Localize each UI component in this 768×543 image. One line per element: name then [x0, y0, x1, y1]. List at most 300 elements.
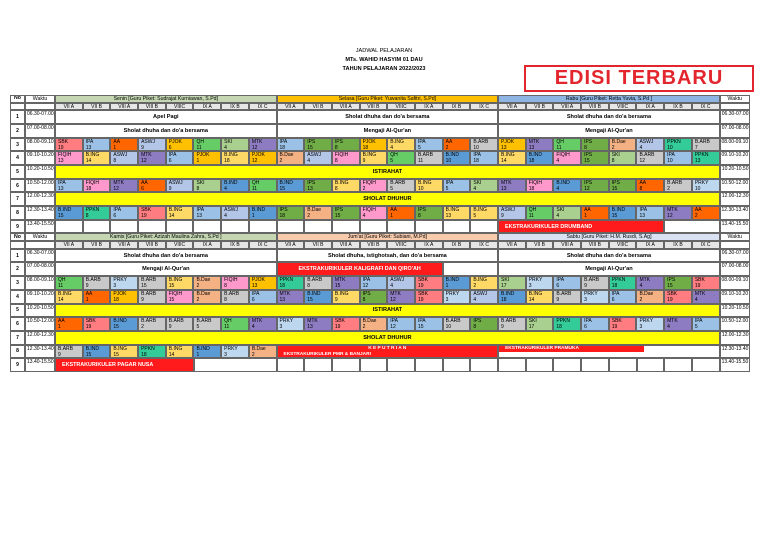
subject-cell — [110, 317, 138, 331]
teacher-code: 2 — [639, 296, 643, 303]
subject-name: FIQIH — [334, 152, 349, 159]
subject-name: PRKY — [113, 277, 127, 284]
subject-cell — [221, 206, 249, 220]
teacher-code: 13 — [279, 296, 286, 303]
time-slot: 13.40-15.50 — [720, 220, 750, 234]
waktu-header: Waktu — [720, 233, 750, 241]
empty-cell — [304, 358, 332, 372]
time-slot: 10.50-12.00 — [25, 179, 55, 193]
subject-cell — [110, 138, 138, 152]
class-label: VIII A — [553, 103, 581, 111]
subject-cell — [443, 151, 471, 165]
schedule-row — [10, 165, 750, 179]
subject-name: PRKY — [584, 290, 598, 297]
class-label: VIII A — [332, 103, 360, 111]
teacher-code: 4 — [224, 144, 227, 151]
subject-cell — [498, 206, 526, 220]
subject-name: SBK — [611, 318, 622, 325]
teacher-code: 6 — [168, 158, 172, 165]
row-number: 7 — [10, 192, 25, 206]
subject-cell — [553, 317, 581, 331]
time-slot: 10.20-10.50 — [720, 304, 750, 318]
teacher-code: 18 — [224, 158, 230, 165]
empty-cell — [332, 358, 360, 372]
pramuka-banner: EKSTRAKURIKULER PRAMUKA — [499, 346, 644, 353]
class-label: IX C — [692, 103, 720, 111]
subject-cell — [138, 151, 166, 165]
subject-name: PPKN — [694, 152, 709, 159]
subject-name: MTK — [251, 138, 263, 145]
subject-cell — [83, 179, 111, 193]
time-slot: 06.30-07.00 — [25, 110, 55, 124]
subject-name: MTK — [141, 152, 152, 159]
subject-cell — [664, 276, 692, 290]
subject-name: FIQIH — [556, 152, 570, 159]
teacher-code: 3 — [279, 324, 283, 331]
teacher-code: 4 — [362, 213, 366, 220]
class-label: VIII A — [553, 241, 581, 249]
time-slot: 06.30-07.00 — [25, 249, 55, 263]
teacher-code: 1 — [390, 213, 394, 220]
subject-cell — [332, 317, 360, 331]
subject-name: B.IND — [251, 207, 266, 214]
subject-name: B.ING — [528, 290, 543, 297]
no-header: No — [10, 233, 25, 241]
class-label: VIIIC — [387, 103, 415, 111]
class-label: VIIIC — [387, 241, 415, 249]
subject-name: IPA — [473, 152, 482, 159]
subject-name: SKI — [196, 179, 205, 186]
subject-name: ASWJ — [639, 138, 654, 145]
teacher-code: 10 — [667, 158, 673, 165]
subject-name: AA — [445, 138, 453, 145]
teacher-code: 8 — [417, 213, 421, 220]
subject-name: B.Dae — [196, 290, 211, 297]
subject-cell — [277, 317, 305, 331]
empty-cell — [249, 220, 277, 234]
row-number: 8 — [10, 345, 25, 359]
teacher-code: 10 — [417, 185, 424, 192]
teacher-code: 13 — [196, 213, 202, 220]
class-label: VIIIC — [166, 241, 194, 249]
teacher-code: 5 — [445, 185, 449, 192]
teacher-code: 15 — [334, 213, 341, 220]
subject-name: B.ING — [113, 345, 127, 352]
subject-cell — [304, 206, 332, 220]
teacher-code: 1 — [584, 213, 587, 220]
subject-cell — [360, 179, 388, 193]
subject-cell — [138, 138, 166, 152]
class-label: VIII A — [110, 103, 138, 111]
subject-cell — [110, 179, 138, 193]
subject-name: IPS — [417, 207, 426, 214]
subject-name: B.ARB — [141, 290, 157, 297]
subject-cell — [664, 206, 692, 220]
row-number: 9 — [10, 220, 25, 234]
empty-cell — [498, 358, 526, 372]
teacher-code: 9 — [501, 324, 504, 331]
teacher-code: 14 — [528, 296, 535, 303]
teacher-code: 1 — [196, 351, 200, 358]
subject-cell — [553, 276, 581, 290]
time-slot: 12.30-13.40 — [25, 345, 55, 359]
no-header: No — [10, 95, 25, 103]
empty-cell — [415, 358, 443, 372]
empty-cell — [360, 220, 388, 234]
teacher-code: 4 — [473, 185, 477, 192]
class-label: IX B — [664, 103, 692, 111]
teacher-code: 15 — [307, 296, 313, 303]
teacher-code: 13 — [445, 213, 452, 220]
teacher-code: 2 — [362, 185, 366, 192]
subject-cell — [636, 290, 664, 304]
subject-cell — [277, 206, 305, 220]
subject-name: FIQIH — [362, 207, 376, 214]
teacher-code: 13 — [694, 158, 701, 165]
teacher-code: 4 — [224, 213, 227, 220]
teacher-code: 11 — [528, 213, 534, 220]
class-label: VII B — [83, 241, 111, 249]
empty-cell — [443, 220, 471, 234]
subject-cell — [304, 151, 332, 165]
subject-cell — [443, 179, 471, 193]
empty-cell — [277, 220, 305, 234]
time-slot: 13.40-15.50 — [25, 358, 55, 372]
subject-name: FIQIH — [224, 277, 238, 284]
teacher-code: 8 — [362, 296, 366, 303]
subject-cell — [664, 317, 692, 331]
subject-cell — [221, 179, 249, 193]
teacher-code: 15 — [611, 185, 618, 192]
teacher-code: 8 — [611, 158, 615, 165]
subject-cell — [470, 179, 498, 193]
empty-cell — [166, 220, 194, 234]
subject-cell — [526, 317, 554, 331]
subject-name: MTK — [390, 290, 401, 297]
empty-cell — [221, 220, 249, 234]
subject-name: FIQIH — [362, 179, 376, 186]
row-number: 6 — [10, 317, 25, 331]
subject-cell — [138, 276, 166, 290]
teacher-code: 15 — [85, 351, 92, 358]
teacher-code: 13 — [307, 324, 313, 331]
teacher-code: 4 — [473, 296, 477, 303]
teacher-code: 1 — [196, 158, 200, 165]
teacher-code: 12 — [141, 158, 147, 165]
time-slot: 12.00-12.30 — [25, 331, 55, 345]
subject-cell — [609, 151, 637, 165]
subject-cell — [166, 290, 194, 304]
activity-cell: Mengaji Al-Qur'an — [277, 124, 499, 138]
time-slot: 12.30-13.40 — [720, 206, 750, 220]
subject-name: PRKY — [224, 345, 238, 352]
empty-cell — [526, 358, 554, 372]
subject-cell — [443, 206, 471, 220]
subject-name: PPKN — [611, 277, 626, 284]
subject-cell — [277, 179, 305, 193]
teacher-code: 8 — [334, 158, 338, 165]
teacher-code: 4 — [556, 185, 560, 192]
subject-cell — [553, 138, 581, 152]
extracurricular-block — [498, 345, 720, 359]
empty-cell — [664, 358, 692, 372]
time-slot: 12.00-12.30 — [720, 331, 750, 345]
time-slot: 09.10-10.20 — [25, 151, 55, 165]
subject-cell — [277, 138, 305, 152]
subject-name: PRKY — [528, 277, 543, 284]
time-slot: 13.40-15.50 — [720, 358, 750, 372]
class-label: IX B — [221, 241, 249, 249]
subject-cell — [553, 151, 581, 165]
schedule-row — [10, 138, 750, 152]
subject-cell — [332, 290, 360, 304]
subject-cell — [636, 206, 664, 220]
teacher-code: 15 — [113, 324, 119, 331]
subject-name: B.ARB — [307, 277, 323, 284]
teacher-code: 4 — [251, 324, 255, 331]
schedule-row — [10, 331, 750, 345]
time-slot: 12.00-12.30 — [25, 192, 55, 206]
teacher-code: 15 — [417, 324, 424, 331]
teacher-code: 8 — [85, 213, 89, 220]
subject-cell — [415, 151, 443, 165]
activity-cell: Sholat dhuha dan do'a bersama — [55, 249, 277, 263]
time-slot: 07.00-08.00 — [25, 124, 55, 138]
subject-name: AA — [85, 290, 93, 297]
teacher-code: 5 — [196, 324, 200, 331]
extracurricular-banner: EKSTRAKURIKULER KALIGRAFI DAN QIRO'AH — [277, 262, 443, 276]
extracurricular-banner: EKSTRAKURIKULER PAGAR NUSA — [55, 358, 194, 372]
subject-cell — [249, 317, 277, 331]
subject-name: ASWJ — [141, 138, 155, 145]
subject-name: B.ARB — [58, 345, 74, 352]
activity-cell: Mengaji Al-Qur'an — [498, 262, 720, 276]
subject-name: AA — [141, 179, 148, 186]
prayer-banner: SHOLAT DHUHUR — [55, 192, 720, 206]
teacher-code: 18 — [473, 158, 479, 165]
subject-name: B.IND — [307, 290, 321, 297]
subject-name: B.IND — [556, 179, 570, 186]
subject-name: PRKY — [445, 290, 460, 297]
teacher-code: 14 — [58, 296, 64, 303]
teacher-code: 19 — [417, 283, 424, 290]
empty-cell — [692, 358, 720, 372]
row-number: 2 — [10, 124, 25, 138]
teacher-code: 6 — [611, 296, 615, 303]
teacher-code: 15 — [611, 213, 618, 220]
subject-name: B.ARB — [417, 152, 433, 159]
waktu-blank — [720, 241, 750, 249]
subject-name: IPS — [307, 179, 316, 186]
subject-cell — [470, 206, 498, 220]
subject-name: SKI — [501, 277, 510, 284]
subject-name: B.IND — [113, 318, 127, 325]
subject-name: B.ARB — [390, 179, 406, 186]
subject-name: IPS — [667, 277, 676, 284]
subject-name: IPA — [85, 138, 94, 145]
teacher-code: 5 — [390, 158, 394, 165]
subject-name: ASWJ — [168, 179, 183, 186]
subject-cell — [249, 345, 277, 359]
teacher-code: 18 — [279, 283, 286, 290]
subject-cell — [692, 317, 720, 331]
teacher-code: 9 — [501, 213, 504, 220]
subject-cell — [332, 151, 360, 165]
teacher-code: 15 — [141, 283, 147, 290]
subject-cell — [166, 206, 194, 220]
subject-cell — [553, 290, 581, 304]
no-blank — [10, 103, 25, 111]
subject-cell — [609, 206, 637, 220]
teacher-code: 12 — [113, 185, 119, 192]
subject-cell — [470, 290, 498, 304]
time-slot: 12.30-13.40 — [720, 345, 750, 359]
class-label: IX B — [664, 241, 692, 249]
subject-name: B.ING — [168, 207, 183, 214]
teacher-code: 15 — [334, 283, 341, 290]
time-slot: 08.00-09.10 — [720, 138, 750, 152]
subject-cell — [443, 138, 471, 152]
subject-name: SKI — [473, 179, 482, 186]
class-label: IX A — [193, 103, 221, 111]
teacher-code: 5 — [473, 213, 477, 220]
schedule-row — [10, 304, 750, 318]
subject-name: SKI — [528, 318, 537, 325]
subject-name: MTK — [279, 290, 291, 297]
teacher-code: 11 — [224, 324, 230, 331]
teacher-code: 11 — [58, 283, 64, 290]
waktu-header: Waktu — [25, 95, 55, 103]
teacher-code: 2 — [251, 351, 255, 358]
empty-cell — [553, 358, 581, 372]
subject-cell — [138, 179, 166, 193]
subject-cell — [332, 276, 360, 290]
empty-cell — [387, 358, 415, 372]
subject-cell — [526, 138, 554, 152]
teacher-code: 3 — [584, 296, 587, 303]
subject-cell — [443, 317, 471, 331]
empty-cell — [277, 358, 305, 372]
empty-cell — [443, 262, 498, 276]
teacher-code: 14 — [85, 158, 92, 165]
subject-cell — [249, 138, 277, 152]
activity-cell: Sholat dhuha dan do'a bersama — [277, 110, 499, 124]
subject-cell — [221, 138, 249, 152]
subject-name: B.ING — [334, 179, 349, 186]
class-label: VIII B — [138, 241, 166, 249]
subject-name: FIQIH — [528, 179, 543, 186]
subject-cell — [636, 276, 664, 290]
subject-cell — [221, 317, 249, 331]
teacher-code: 18 — [501, 296, 507, 303]
teacher-code: 1 — [58, 324, 61, 331]
subject-name: B.IND — [224, 179, 238, 186]
subject-name: SBK — [417, 290, 428, 297]
subject-cell — [526, 179, 554, 193]
subject-cell — [193, 276, 221, 290]
subject-name: QH — [251, 179, 260, 186]
class-label: IX A — [636, 241, 664, 249]
subject-cell — [636, 151, 664, 165]
time-slot: 08.00-09.10 — [25, 138, 55, 152]
subject-name: IPS — [334, 138, 343, 145]
activity-cell: Sholat dhuha dan do'a bersama — [498, 110, 720, 124]
teacher-code: 4 — [224, 185, 227, 192]
subject-name: B.ING — [417, 179, 432, 186]
subject-name: FIQIH — [58, 152, 72, 159]
subject-name: B.ING — [85, 152, 100, 159]
subject-name: QH — [58, 277, 66, 284]
subject-cell — [166, 345, 194, 359]
subject-name: MTK — [307, 318, 318, 325]
subject-cell — [277, 290, 305, 304]
subject-name: MTK — [334, 277, 346, 284]
class-label: VII A — [55, 103, 83, 111]
teacher-code: 2 — [362, 324, 366, 331]
subject-name: IPA — [58, 179, 66, 186]
time-slot: 10.50-12.00 — [25, 317, 55, 331]
teacher-code: 3 — [445, 296, 449, 303]
class-label: VIIIC — [609, 241, 637, 249]
teacher-code: 6 — [584, 324, 587, 331]
teacher-code: 14 — [168, 351, 175, 358]
subject-name: PJOK — [251, 277, 265, 284]
teacher-code: 5 — [390, 185, 394, 192]
time-slot: 06.30-07.00 — [720, 110, 750, 124]
subject-name: B.Dae — [611, 138, 626, 145]
teacher-code: 12 — [251, 144, 258, 151]
teacher-code: 9 — [58, 351, 61, 358]
teacher-code: 15 — [584, 158, 590, 165]
schedule-row — [10, 151, 750, 165]
teacher-code: 9 — [141, 296, 144, 303]
teacher-code: 13 — [251, 283, 258, 290]
subject-cell — [332, 138, 360, 152]
subject-name: B.ING — [168, 277, 183, 284]
class-label: VIIIC — [166, 103, 194, 111]
teacher-code: 13 — [307, 185, 313, 192]
subject-name: B.Dae — [279, 152, 294, 159]
time-slot: 10.20-10.50 — [720, 165, 750, 179]
schedule-row — [10, 358, 750, 372]
subject-name: QH — [196, 138, 204, 145]
subject-cell — [415, 138, 443, 152]
teacher-code: 3 — [224, 351, 227, 358]
subject-cell — [498, 138, 526, 152]
waktu-blank — [25, 103, 55, 111]
subject-cell — [609, 138, 637, 152]
class-label: VIII B — [581, 103, 609, 111]
subject-cell — [498, 179, 526, 193]
teacher-code: 18 — [528, 185, 535, 192]
subject-cell — [83, 290, 111, 304]
subject-cell — [277, 276, 305, 290]
schedule-row — [10, 206, 750, 220]
subject-name: IPS — [334, 207, 343, 214]
subject-name: IPS — [362, 290, 371, 297]
teacher-code: 9 — [556, 296, 560, 303]
subject-cell — [387, 276, 415, 290]
teacher-code: 8 — [639, 185, 643, 192]
subject-cell — [692, 138, 720, 152]
subject-cell — [332, 179, 360, 193]
subject-name: MTK — [639, 277, 650, 284]
subject-cell — [692, 276, 720, 290]
time-slot: 10.20-10.50 — [25, 304, 55, 318]
subject-cell — [581, 206, 609, 220]
subject-name: SKI — [556, 207, 565, 214]
subject-name: QH — [528, 207, 537, 214]
